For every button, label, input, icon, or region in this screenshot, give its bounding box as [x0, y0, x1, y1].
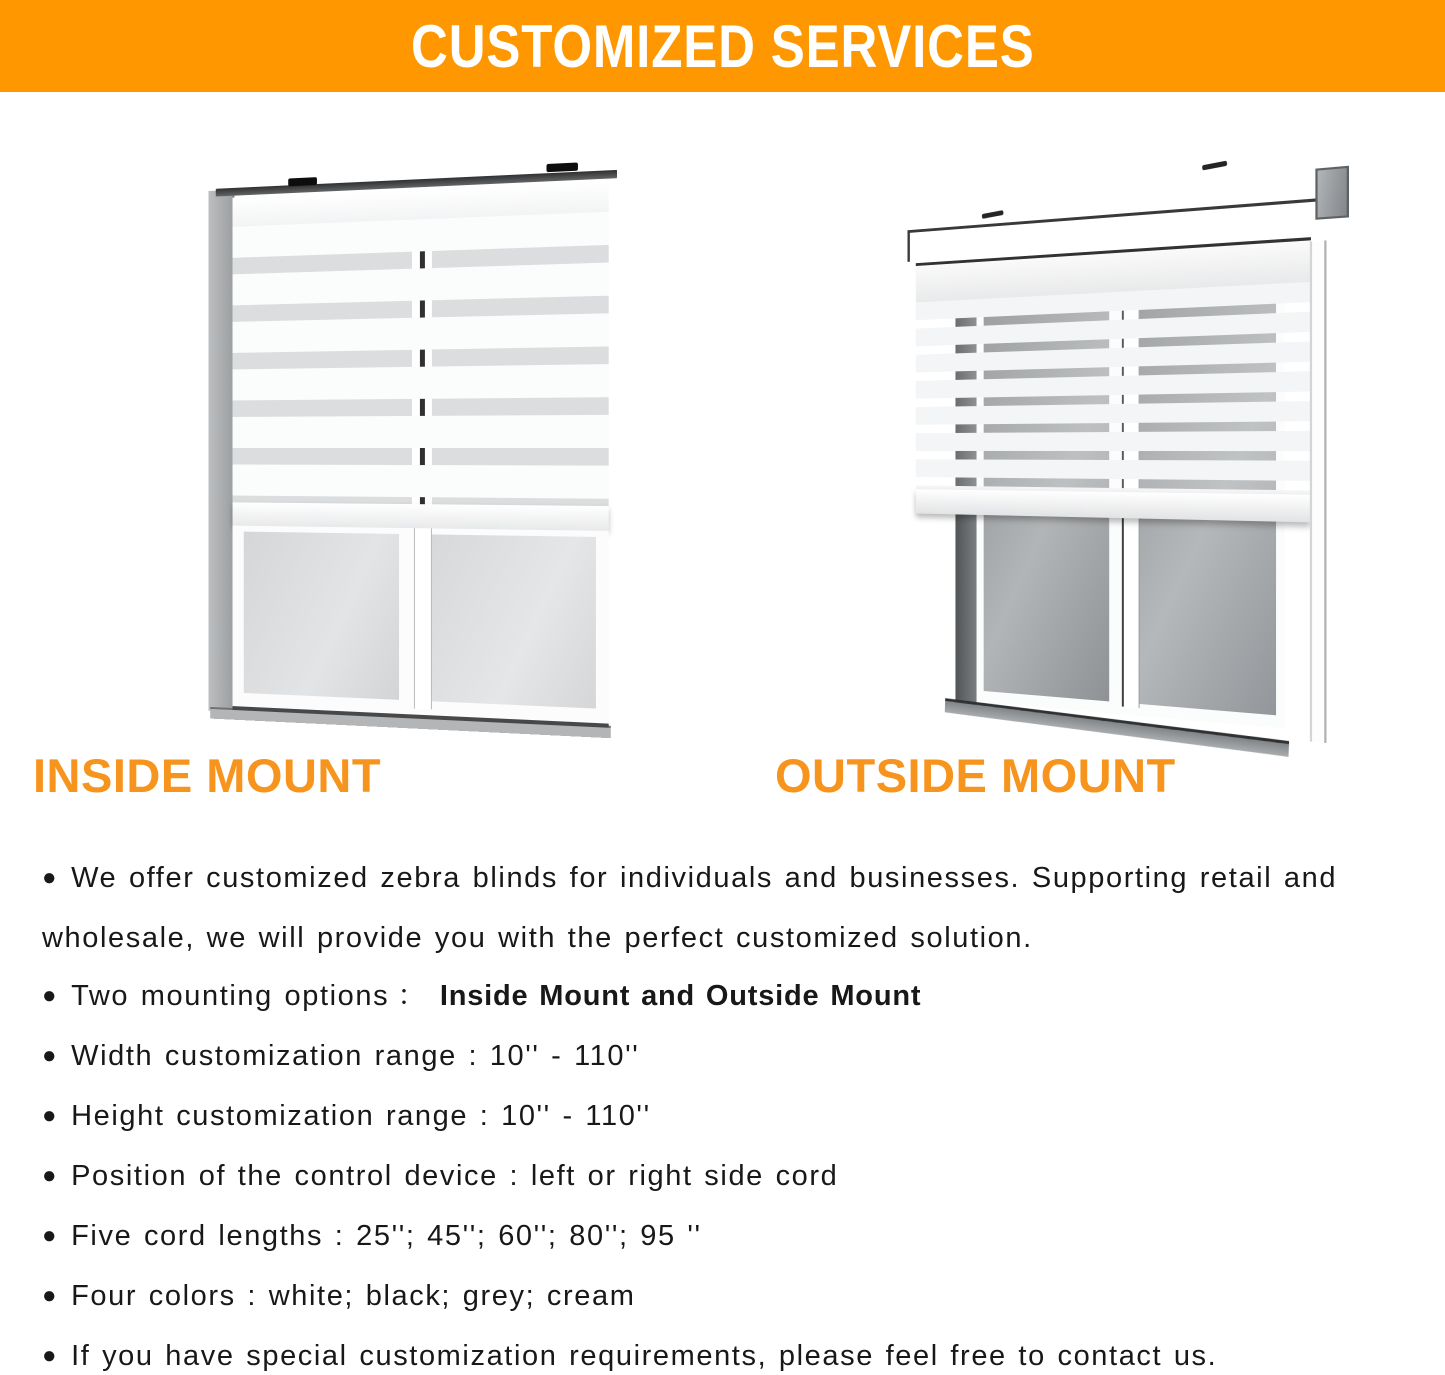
features-list	[42, 849, 1409, 1375]
outside-mount-illustration	[921, 141, 1340, 760]
feature-item	[42, 1327, 1409, 1375]
outside-mount-label: OUTSIDE MOUNT	[775, 749, 1176, 802]
bullet-icon: ●	[42, 982, 59, 1009]
feature-text: Four colors : white; black; grey; cream	[71, 1280, 636, 1312]
inside-mount-illustration	[208, 158, 610, 738]
glass-pane-right	[430, 534, 596, 708]
wall-corner-tick	[907, 230, 910, 262]
feature-item	[42, 1207, 1409, 1267]
bullet-icon: ●	[42, 1342, 59, 1369]
feature-item	[42, 1027, 1409, 1087]
zebra-blind	[233, 181, 609, 531]
wall-mark	[982, 210, 1004, 219]
feature-colon: ：	[397, 980, 428, 1012]
feature-text: Two mounting options	[71, 980, 390, 1012]
window-center-mullion	[414, 528, 432, 709]
feature-item	[42, 967, 1409, 1027]
blind-side-rail	[1310, 240, 1327, 743]
feature-text: We offer customized zebra blinds for individuals and businesses. Supporting retail and wholesale, we will provide you with the perfect customized solution.	[42, 862, 1338, 954]
feature-item	[42, 849, 1409, 967]
window-lower-sash	[233, 526, 609, 728]
feature-item	[42, 1087, 1409, 1147]
feature-text: Position of the control device : left or right side cord	[71, 1160, 839, 1192]
feature-text: Five cord lengths : 25''; 45''; 60''; 80''; 95 ''	[71, 1220, 702, 1252]
inside-mount-label: INSIDE MOUNT	[33, 749, 382, 802]
feature-text: Width customization range : 10'' - 110''	[71, 1040, 640, 1072]
wall-top-edge-line	[907, 197, 1335, 233]
feature-item	[42, 1267, 1409, 1327]
banner-title: CUSTOMIZED SERVICES	[410, 12, 1035, 80]
end-bracket	[1315, 166, 1349, 220]
feature-text: If you have special customization requirements, please feel free to contact us.	[71, 1340, 1218, 1372]
bullet-icon: ●	[42, 1162, 59, 1189]
feature-emphasis: Inside Mount and Outside Mount	[439, 980, 922, 1012]
blind-stripes	[916, 282, 1311, 495]
bullet-icon: ●	[42, 1222, 59, 1249]
feature-item	[42, 1147, 1409, 1207]
bullet-icon: ●	[42, 864, 59, 891]
blind-stripes	[233, 212, 609, 506]
feature-text: Height customization range : 10'' - 110''	[71, 1100, 651, 1132]
bullet-icon: ●	[42, 1102, 59, 1129]
window-left-jamb	[208, 190, 234, 712]
mounting-bracket	[288, 177, 317, 186]
mounting-bracket	[547, 162, 578, 172]
bullet-icon: ●	[42, 1282, 59, 1309]
glass-pane-left	[244, 532, 399, 700]
bullet-icon: ●	[42, 1042, 59, 1069]
banner	[0, 0, 1445, 92]
wall-mark	[1202, 161, 1227, 171]
